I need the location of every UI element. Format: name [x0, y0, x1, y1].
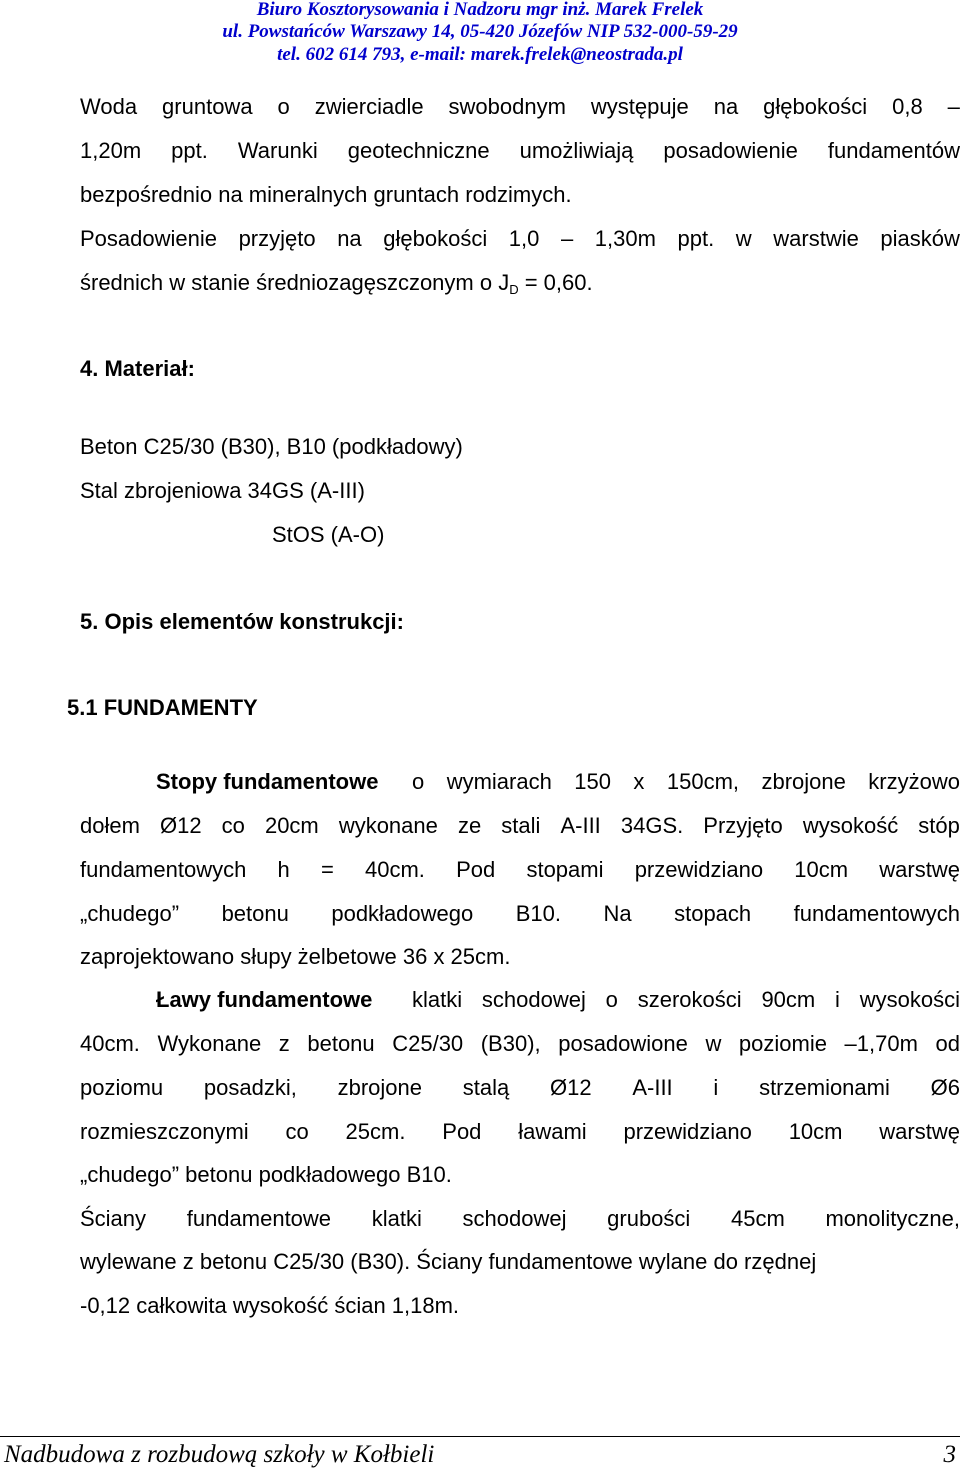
word: w — [735, 226, 752, 251]
word: i — [713, 1075, 719, 1100]
word: poziomu — [80, 1075, 164, 1100]
word: fundamentowych — [793, 901, 960, 926]
word: 10cm — [794, 857, 849, 882]
word: fundamentów — [827, 138, 960, 163]
word: stali — [501, 813, 541, 838]
word: Na — [603, 901, 632, 926]
word: 1,30m — [594, 226, 656, 251]
word: betonu — [221, 901, 289, 926]
p3-line2 — [80, 1029, 960, 1059]
word: wysokości — [859, 987, 960, 1012]
subscript-d: D — [509, 282, 519, 297]
word: posadowione — [558, 1031, 688, 1056]
word: 90cm — [761, 987, 816, 1012]
word: B10. — [515, 901, 561, 926]
word: ppt. — [677, 226, 715, 251]
word: zwierciadle — [314, 94, 424, 119]
word: krzyżowo — [868, 769, 960, 794]
p3-line5: „chudego” betonu podkładowego B10. — [80, 1162, 452, 1187]
word: x — [633, 769, 645, 794]
p2-line3 — [80, 855, 960, 885]
p1-line2 — [80, 136, 960, 166]
word: 40cm. — [80, 1031, 140, 1056]
word: fundamentowych — [80, 857, 247, 882]
word: schodowej — [481, 987, 586, 1012]
word: Ø6 — [930, 1075, 960, 1100]
p2-line1 — [156, 767, 960, 797]
word: Woda — [80, 94, 138, 119]
p2-line5: zaprojektowano słupy żelbetowe 36 x 25cm. — [80, 944, 511, 969]
word: wysokość — [802, 813, 899, 838]
word: (B30), — [480, 1031, 541, 1056]
word: podkładowego — [331, 901, 474, 926]
word: zbrojone — [337, 1075, 422, 1100]
lawy-fundamentowe-label: Ławy fundamentowe — [156, 987, 373, 1012]
word: A-III — [632, 1075, 673, 1100]
p1-line5-text: średnich w stanie średniozagęszczonym o J — [80, 270, 510, 295]
word: betonu — [307, 1031, 375, 1056]
word: monolityczne, — [825, 1206, 960, 1231]
word: posadowienie — [663, 138, 798, 163]
word: stóp — [918, 813, 960, 838]
word: o — [277, 94, 290, 119]
word: o — [605, 987, 618, 1012]
word: przewidziano — [634, 857, 764, 882]
word: swobodnym — [448, 94, 566, 119]
footer-title: Nadbudowa z rozbudową szkoły w Kołbieli — [4, 1441, 435, 1468]
word: – — [947, 94, 960, 119]
page-number: 3 — [943, 1441, 956, 1468]
word: schodowej — [462, 1206, 567, 1231]
word: ławami — [518, 1119, 587, 1144]
word: na — [337, 226, 362, 251]
word: 1,0 — [508, 226, 540, 251]
word: 10cm — [788, 1119, 843, 1144]
word: stalą — [462, 1075, 510, 1100]
word: Posadowienie — [80, 226, 217, 251]
word: głębokości — [763, 94, 868, 119]
word: gruntowa — [162, 94, 253, 119]
word: ze — [457, 813, 482, 838]
word: grubości — [607, 1206, 691, 1231]
word: Ø12 — [549, 1075, 592, 1100]
word: Pod — [442, 1119, 482, 1144]
header-company: Biuro Kosztorysowania i Nadzoru mgr inż. Marek Frelek — [256, 0, 704, 20]
word: przewidziano — [623, 1119, 752, 1144]
p1-line1 — [80, 92, 960, 122]
section-4-heading: 4. Materiał: — [80, 356, 195, 381]
p4-line1 — [80, 1204, 960, 1234]
material-concrete: Beton C25/30 (B30), B10 (podkładowy) — [80, 434, 463, 459]
p2-line2 — [80, 811, 960, 841]
material-steel: Stal zbrojeniowa 34GS (A-III) — [80, 478, 365, 503]
word: o — [412, 769, 425, 794]
header-address: ul. Powstańców Warszawy 14, 05-420 Józefów NIP 532-000-59-29 — [222, 21, 738, 42]
p2-line4 — [80, 899, 960, 929]
p3-line1 — [156, 985, 960, 1015]
word: poziomie — [738, 1031, 827, 1056]
word: strzemionami — [759, 1075, 890, 1100]
word: stopach — [674, 901, 752, 926]
section-5-heading: 5. Opis elementów konstrukcji: — [80, 609, 404, 634]
word: fundamentowe — [186, 1206, 332, 1231]
word: z — [278, 1031, 290, 1056]
p1-line4 — [80, 224, 960, 254]
word: stopami — [526, 857, 604, 882]
word: –1,70m — [844, 1031, 918, 1056]
p2-line1-rest — [412, 767, 960, 797]
material-steel-2: StOS (A-O) — [272, 522, 385, 547]
word: warstwie — [773, 226, 859, 251]
word: 20cm — [264, 813, 319, 838]
word: szerokości — [637, 987, 742, 1012]
header-contact: tel. 602 614 793, e-mail: marek.frelek@neostrada.pl — [277, 44, 683, 65]
word: 40cm. — [365, 857, 425, 882]
word: co — [221, 813, 245, 838]
word: 45cm — [730, 1206, 785, 1231]
word: Pod — [456, 857, 496, 882]
word: 25cm. — [345, 1119, 406, 1144]
word: Ściany — [80, 1206, 147, 1231]
word: 1,20m — [80, 138, 142, 163]
word: wykonane — [338, 813, 438, 838]
word: = — [320, 857, 334, 882]
word: i — [835, 987, 840, 1012]
word: „chudego” — [80, 901, 180, 926]
word: Ø12 — [159, 813, 202, 838]
word: od — [935, 1031, 960, 1056]
word: głębokości — [383, 226, 488, 251]
word: C25/30 — [392, 1031, 464, 1056]
word: w — [705, 1031, 722, 1056]
word: zbrojone — [761, 769, 846, 794]
p1-line5-value: = 0,60. — [518, 270, 593, 295]
word: klatki — [371, 1206, 422, 1231]
word: przyjęto — [238, 226, 316, 251]
word: Warunki — [237, 138, 318, 163]
word: warstwę — [879, 857, 960, 882]
word: warstwę — [879, 1119, 960, 1144]
word: – — [560, 226, 574, 251]
p4-line3: -0,12 całkowita wysokość ścian 1,18m. — [80, 1293, 460, 1318]
p4-line2: wylewane z betonu C25/30 (B30). Ściany fundamentowe wylane do rzędnej — [80, 1249, 817, 1274]
word: ppt. — [171, 138, 208, 163]
word: Wykonane — [157, 1031, 262, 1056]
word: wymiarach — [446, 769, 552, 794]
section-5-1-heading: 5.1 FUNDAMENTY — [67, 695, 258, 720]
word: A-III — [560, 813, 601, 838]
word: 150cm, — [666, 769, 740, 794]
word: co — [285, 1119, 309, 1144]
p3-line1-rest — [412, 985, 960, 1015]
word: 0,8 — [892, 94, 923, 119]
word: posadzki, — [203, 1075, 297, 1100]
word: 150 — [574, 769, 611, 794]
word: h — [277, 857, 290, 882]
footer-divider — [0, 1436, 960, 1437]
p1-line3: bezpośrednio na mineralnych gruntach rodzimych. — [80, 182, 572, 207]
word: występuje — [590, 94, 689, 119]
word: 34GS. — [620, 813, 684, 838]
word: rozmieszczonymi — [80, 1119, 249, 1144]
p3-line3 — [80, 1073, 960, 1103]
stopy-fundamentowe-label: Stopy fundamentowe — [156, 769, 379, 794]
p1-line5 — [80, 268, 593, 301]
word: na — [713, 94, 739, 119]
word: Przyjęto — [703, 813, 783, 838]
word: piasków — [880, 226, 960, 251]
word: dołem — [80, 813, 140, 838]
word: klatki — [412, 987, 463, 1012]
p3-line4 — [80, 1117, 960, 1147]
word: geotechniczne — [347, 138, 490, 163]
word: umożliwiają — [519, 138, 634, 163]
